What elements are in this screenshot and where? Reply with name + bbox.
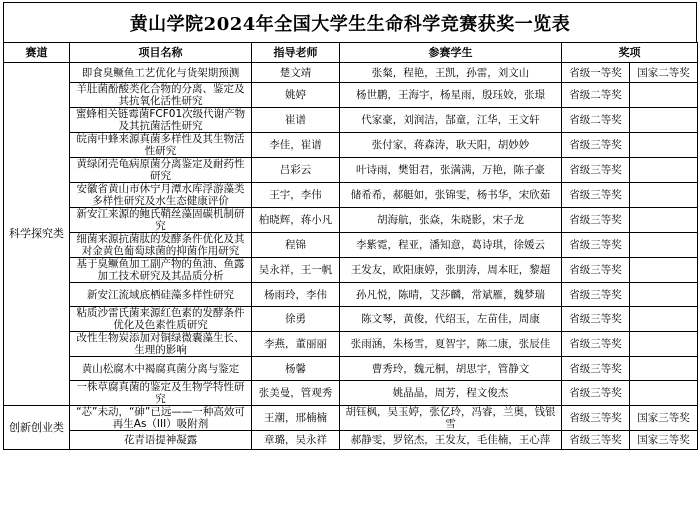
student-names: 储希希，郝艇如，张锦雯，杨书华，宋欣茹 [340, 183, 562, 208]
header-students: 参赛学生 [340, 43, 562, 63]
project-name: 黄绿闭壳龟病原菌分离鉴定及耐药性研究 [70, 158, 252, 183]
advisor-name: 王潮，邢楠楠 [252, 406, 340, 431]
student-names: 姚晶晶，周芳，程文俊杰 [340, 381, 562, 406]
advisor-name: 徐勇 [252, 307, 340, 332]
table-row [4, 431, 698, 450]
advisor-name: 程锦 [252, 233, 340, 258]
table-row [4, 108, 698, 133]
project-name: 新安江来源的鲍氏鞘丝藻固碳机制研究 [70, 208, 252, 233]
provincial-award: 省级二等奖 [562, 108, 630, 133]
national-award [630, 258, 698, 283]
student-names: 李紫霓，程亚，潘知意，葛诗琪，徐媛云 [340, 233, 562, 258]
table-row [4, 63, 698, 83]
advisor-name: 李燕，董丽丽 [252, 332, 340, 357]
advisor-name: 张美曼，管观秀 [252, 381, 340, 406]
student-names: 胡海航，张焱，朱晓影，宋子龙 [340, 208, 562, 233]
page-title: 黄山学院2024年全国大学生生命科学竞赛获奖一览表 [3, 2, 697, 42]
table-row [4, 332, 698, 357]
project-name: 基于臭鳜鱼加工副产物的鱼油、鱼露加工技术研究及其品质分析 [70, 258, 252, 283]
provincial-award: 省级三等奖 [562, 406, 630, 431]
project-name: 即食臭鳜鱼工艺优化与货架期预测 [70, 63, 252, 83]
national-award [630, 108, 698, 133]
provincial-award: 省级三等奖 [562, 332, 630, 357]
award-table [3, 42, 698, 450]
provincial-award: 省级三等奖 [562, 381, 630, 406]
project-name: 黄山松腐木中褐腐真菌分离与鉴定 [70, 357, 252, 381]
table-row [4, 158, 698, 183]
student-names: 叶诗雨，樊钼君，张满满，万艳，陈子豪 [340, 158, 562, 183]
header-category: 赛道 [4, 43, 70, 63]
advisor-name: 章璐，吴永祥 [252, 431, 340, 450]
table-row [4, 307, 698, 332]
provincial-award: 省级三等奖 [562, 133, 630, 158]
student-names: 代家豪，刘润洁，郜童，江华，王文轩 [340, 108, 562, 133]
award-sheet [3, 2, 697, 450]
advisor-name: 楚文靖 [252, 63, 340, 83]
provincial-award: 省级三等奖 [562, 431, 630, 450]
header-advisor: 指导老师 [252, 43, 340, 63]
advisor-name: 崔谱 [252, 108, 340, 133]
student-names: 王发友，欧阳康婷，张朋涛，周本旺，黎超 [340, 258, 562, 283]
project-name: “芯”未动，“砷”已远——一种高效可再生As（III）吸附剂 [70, 406, 252, 431]
national-award: 国家二等奖 [630, 63, 698, 83]
category-science: 科学探究类 [4, 63, 70, 406]
national-award: 国家三等奖 [630, 431, 698, 450]
national-award [630, 332, 698, 357]
table-header-row [4, 43, 698, 63]
national-award [630, 183, 698, 208]
student-names: 孙凡悦，陈晴，艾莎麟，常斌雁，魏梦瑞 [340, 283, 562, 307]
project-name: 羊肚菌酚酸类化合物的分离、鉴定及其抗氧化活性研究 [70, 83, 252, 108]
table-row [4, 83, 698, 108]
provincial-award: 省级三等奖 [562, 158, 630, 183]
provincial-award: 省级二等奖 [562, 83, 630, 108]
advisor-name: 吴永祥，王一帆 [252, 258, 340, 283]
provincial-award: 省级三等奖 [562, 208, 630, 233]
provincial-award: 省级三等奖 [562, 283, 630, 307]
national-award [630, 307, 698, 332]
table-row [4, 208, 698, 233]
header-project: 项目名称 [70, 43, 252, 63]
category-innovation: 创新创业类 [4, 406, 70, 450]
advisor-name: 王宇，李伟 [252, 183, 340, 208]
national-award [630, 233, 698, 258]
national-award [630, 208, 698, 233]
project-name: 新安江流域底栖硅藻多样性研究 [70, 283, 252, 307]
table-row [4, 133, 698, 158]
project-name: 粘质沙雷氏菌来源红色素的发酵条件优化及色素性质研究 [70, 307, 252, 332]
project-name: 皖南中蜂来源真菌多样性及其生物活性研究 [70, 133, 252, 158]
student-names: 胡钰枫，吴玉婷，张亿玲，冯睿，兰奥，钱银雪 [340, 406, 562, 431]
table-row [4, 258, 698, 283]
national-award [630, 133, 698, 158]
provincial-award: 省级一等奖 [562, 63, 630, 83]
advisor-name: 柏晓辉，蒋小凡 [252, 208, 340, 233]
national-award [630, 357, 698, 381]
project-name: 安徽省黄山市休宁月潭水库浮游藻类多样性研究及水生态健康评价 [70, 183, 252, 208]
table-row [4, 283, 698, 307]
national-award [630, 83, 698, 108]
project-name: 花青语提神凝露 [70, 431, 252, 450]
project-name: 改性生物炭添加对铜绿微囊藻生长、生理的影响 [70, 332, 252, 357]
project-name: 一株草腐真菌的鉴定及生物学特性研究 [70, 381, 252, 406]
advisor-name: 杨雨玲，李伟 [252, 283, 340, 307]
table-row [4, 233, 698, 258]
project-name: 细菌来源抗菌肽的发酵条件优化及其对金黄色葡萄球菌的抑菌作用研究 [70, 233, 252, 258]
advisor-name: 姚婷 [252, 83, 340, 108]
table-row [4, 406, 698, 431]
student-names: 张雨涵，朱杨雪，夏智宇，陈二康，张辰佳 [340, 332, 562, 357]
national-award [630, 381, 698, 406]
provincial-award: 省级三等奖 [562, 258, 630, 283]
advisor-name: 杨馨 [252, 357, 340, 381]
national-award [630, 283, 698, 307]
provincial-award: 省级三等奖 [562, 357, 630, 381]
student-names: 杨世鹏，王海宇，杨星雨，殷珏姣，张璟 [340, 83, 562, 108]
student-names: 郝静雯，罗铭杰，王发友，毛佳楠，王心萍 [340, 431, 562, 450]
student-names: 张粲，程艳，王凯，孙雷，刘文山 [340, 63, 562, 83]
table-row [4, 183, 698, 208]
project-name: 蜜蜂相关链霉菌FCF01次级代谢产物及其抗菌活性研究 [70, 108, 252, 133]
provincial-award: 省级三等奖 [562, 233, 630, 258]
provincial-award: 省级三等奖 [562, 307, 630, 332]
header-award: 奖项 [562, 43, 698, 63]
advisor-name: 李佳，崔谱 [252, 133, 340, 158]
table-row [4, 357, 698, 381]
table-row [4, 381, 698, 406]
student-names: 陈文琴，黄俊，代绍玉，左苗佳，周康 [340, 307, 562, 332]
national-award: 国家三等奖 [630, 406, 698, 431]
student-names: 张付家，蒋森涛，耿天阳，胡妙妙 [340, 133, 562, 158]
student-names: 曹秀玲，魏元桐，胡思宇，管静文 [340, 357, 562, 381]
national-award [630, 158, 698, 183]
advisor-name: 吕彩云 [252, 158, 340, 183]
provincial-award: 省级三等奖 [562, 183, 630, 208]
